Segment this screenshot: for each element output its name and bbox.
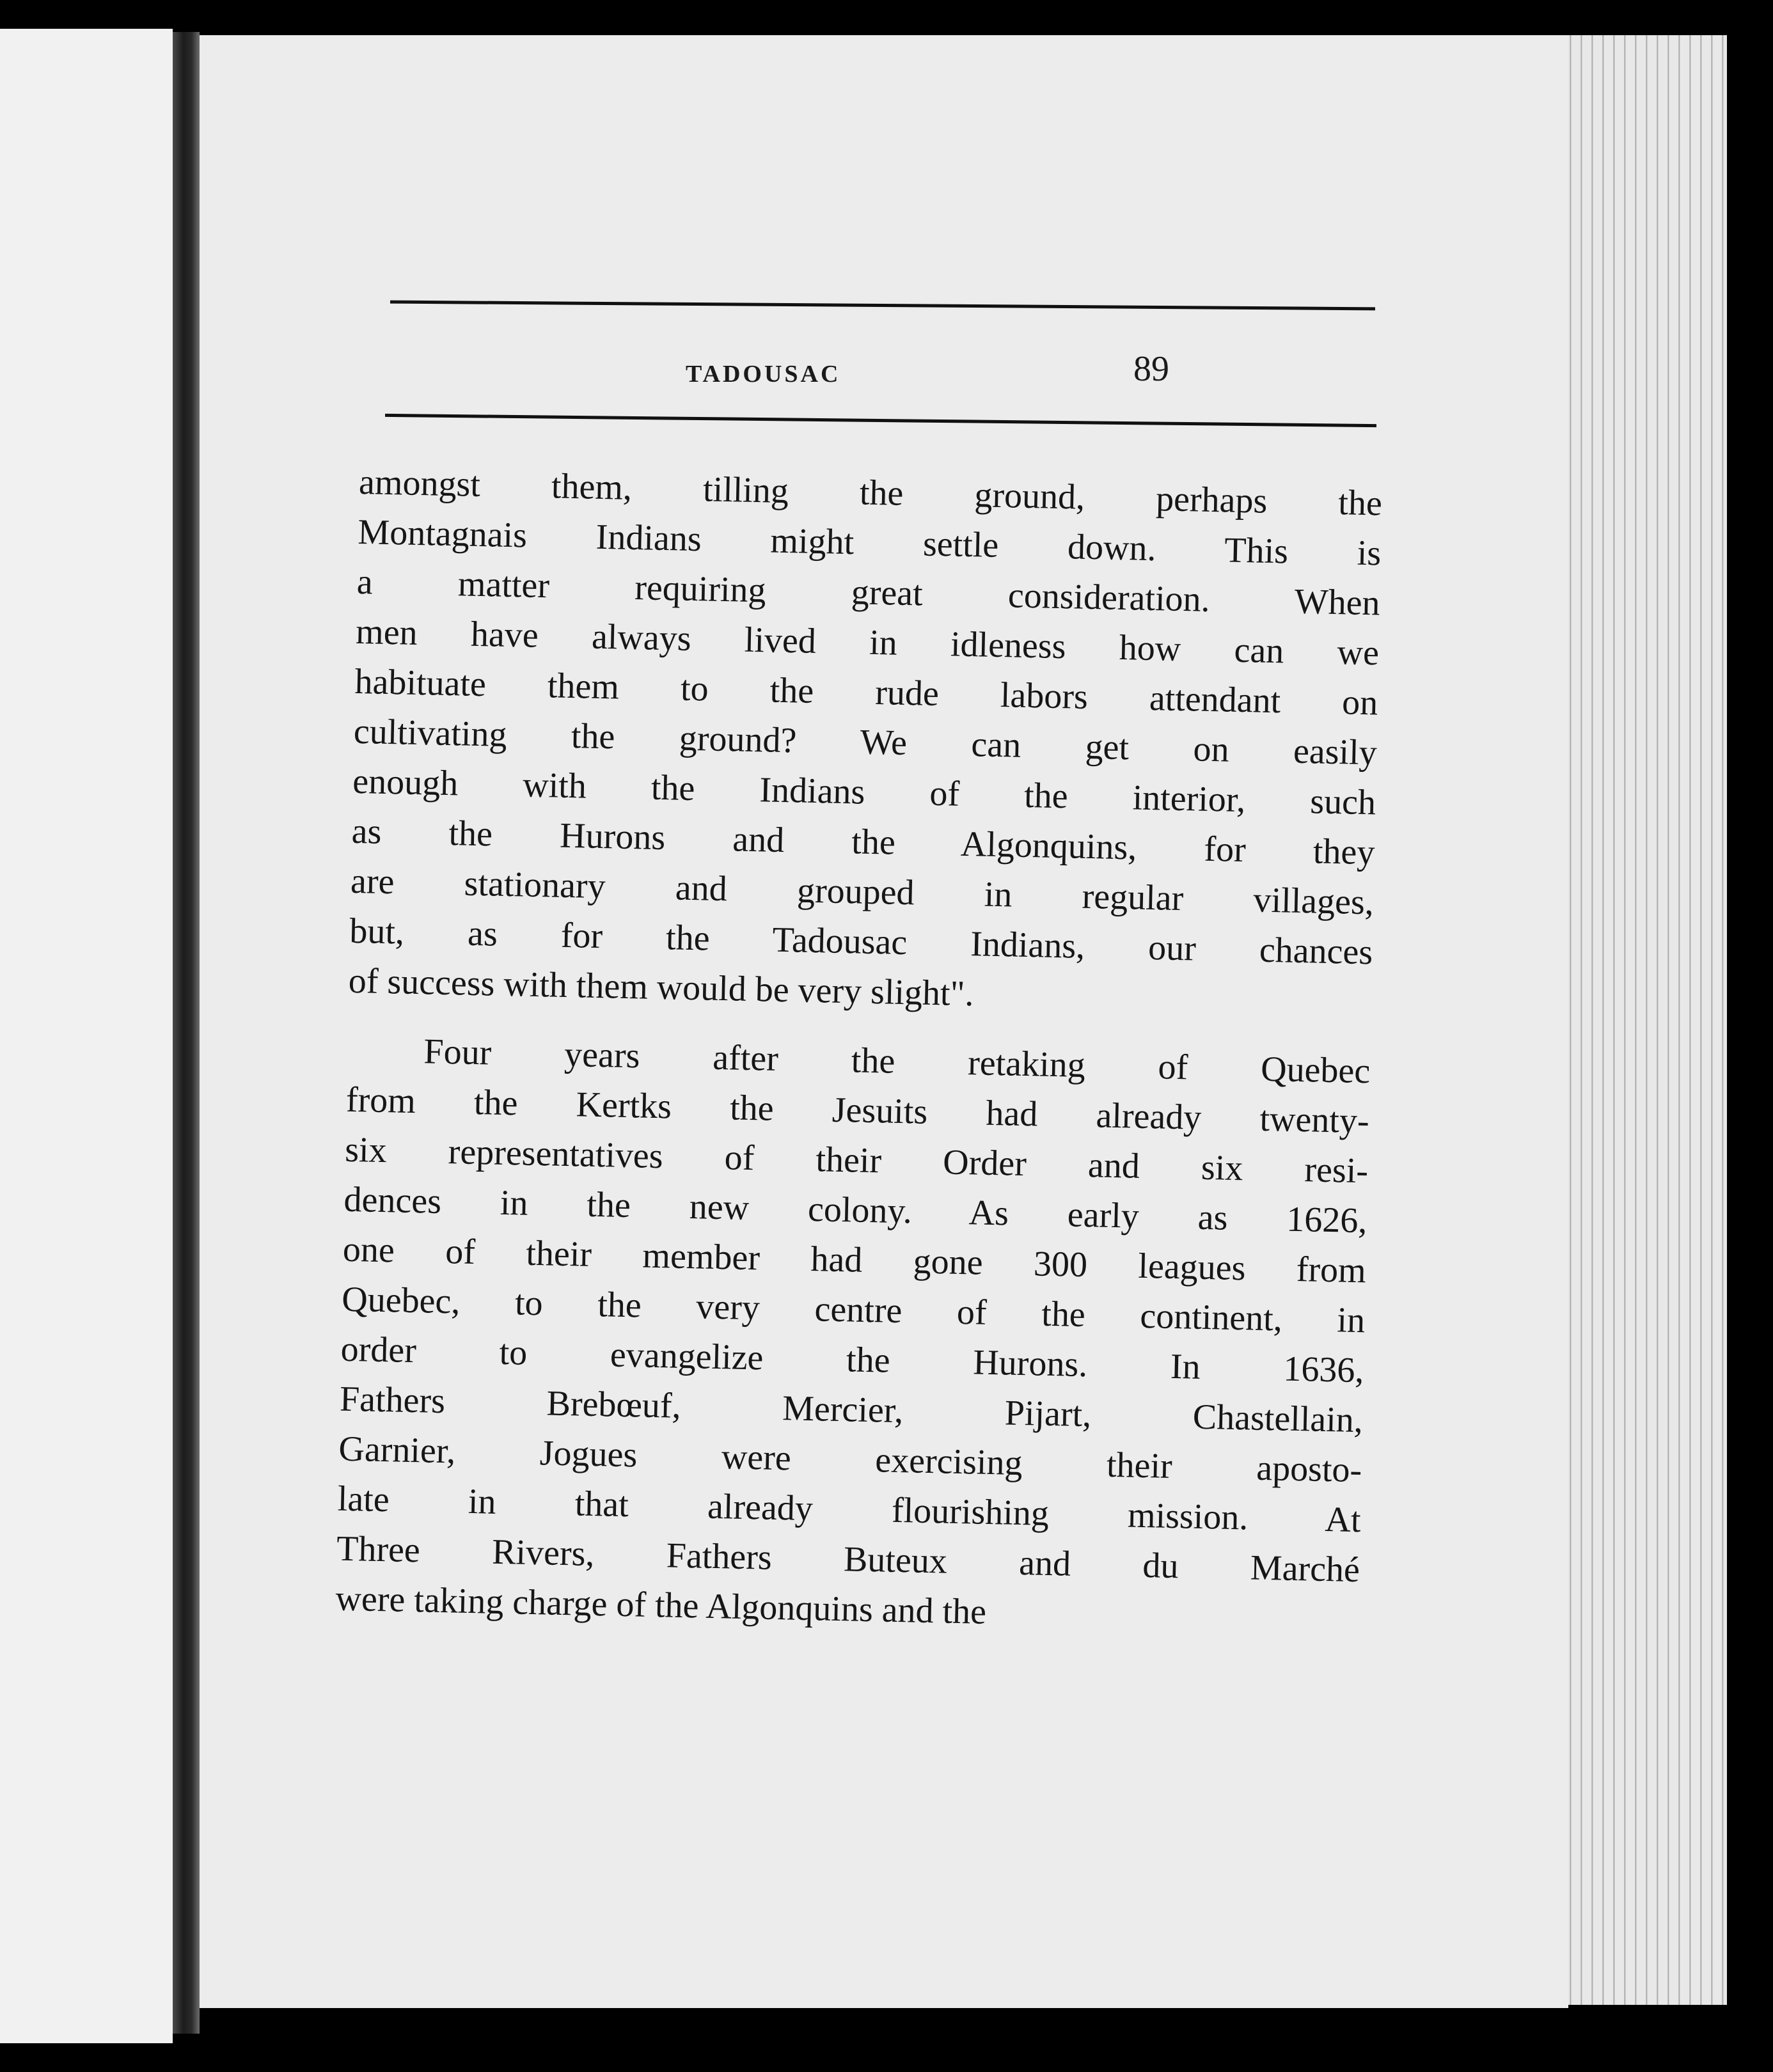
running-head: TADOUSAC bbox=[686, 361, 841, 388]
page-edge-stack bbox=[1561, 35, 1727, 2005]
text-line: Montagnais Indians might settle down. This is bbox=[357, 512, 1382, 574]
text-line: of success with them would be very slight". bbox=[348, 961, 975, 1014]
text-line: from the Kertks the Jesuits had already twenty- bbox=[345, 1079, 1370, 1142]
text-line: dences in the new colony. As early as 1626, bbox=[343, 1179, 1367, 1241]
text-line: are stationary and grouped in regular villages, bbox=[350, 861, 1375, 923]
text-line: order to evangelize the Hurons. In 1636, bbox=[340, 1329, 1365, 1391]
text-line: habituate them to the rude labors attendant on bbox=[354, 661, 1378, 723]
text-line: were taking charge of the Algonquins and the bbox=[335, 1578, 987, 1632]
body-text bbox=[335, 457, 1383, 1645]
book-page bbox=[200, 35, 1568, 2008]
text-line: a matter requiring great consideration. When bbox=[356, 561, 1381, 624]
text-line: Quebec, to the very centre of the continent, in bbox=[341, 1279, 1366, 1341]
text-line: as the Hurons and the Algonquins, for they bbox=[351, 811, 1376, 873]
text-line: Garnier, Jogues were exercising their aposto- bbox=[338, 1429, 1362, 1491]
paragraph-1 bbox=[348, 457, 1383, 1027]
header-rule-bottom bbox=[385, 414, 1376, 427]
paragraph-2 bbox=[335, 1025, 1371, 1645]
text-line: Four years after the retaking of Quebec bbox=[423, 1032, 1371, 1092]
text-line: Fathers Brebœuf, Mercier, Pijart, Chastellain, bbox=[339, 1379, 1364, 1441]
left-page-edge bbox=[0, 29, 173, 2043]
header-rule-top bbox=[390, 301, 1375, 311]
text-line: but, as for the Tadousac Indians, our chances bbox=[349, 911, 1373, 973]
text-line: one of their member had gone 300 leagues from bbox=[342, 1229, 1367, 1291]
text-line: late in that already flourishing mission. At bbox=[337, 1479, 1362, 1541]
page-number: 89 bbox=[1133, 349, 1169, 389]
text-line: cultivating the ground? We can get on easily bbox=[353, 711, 1378, 773]
text-line: amongst them, tilling the ground, perhaps the bbox=[358, 462, 1383, 524]
book-gutter bbox=[173, 32, 200, 2034]
text-line: six representatives of their Order and six resi- bbox=[344, 1129, 1369, 1191]
text-line: men have always lived in idleness how can we bbox=[355, 611, 1380, 673]
text-line: enough with the Indians of the interior, such bbox=[352, 761, 1376, 823]
text-line: Three Rivers, Fathers Buteux and du Marché bbox=[336, 1528, 1360, 1590]
